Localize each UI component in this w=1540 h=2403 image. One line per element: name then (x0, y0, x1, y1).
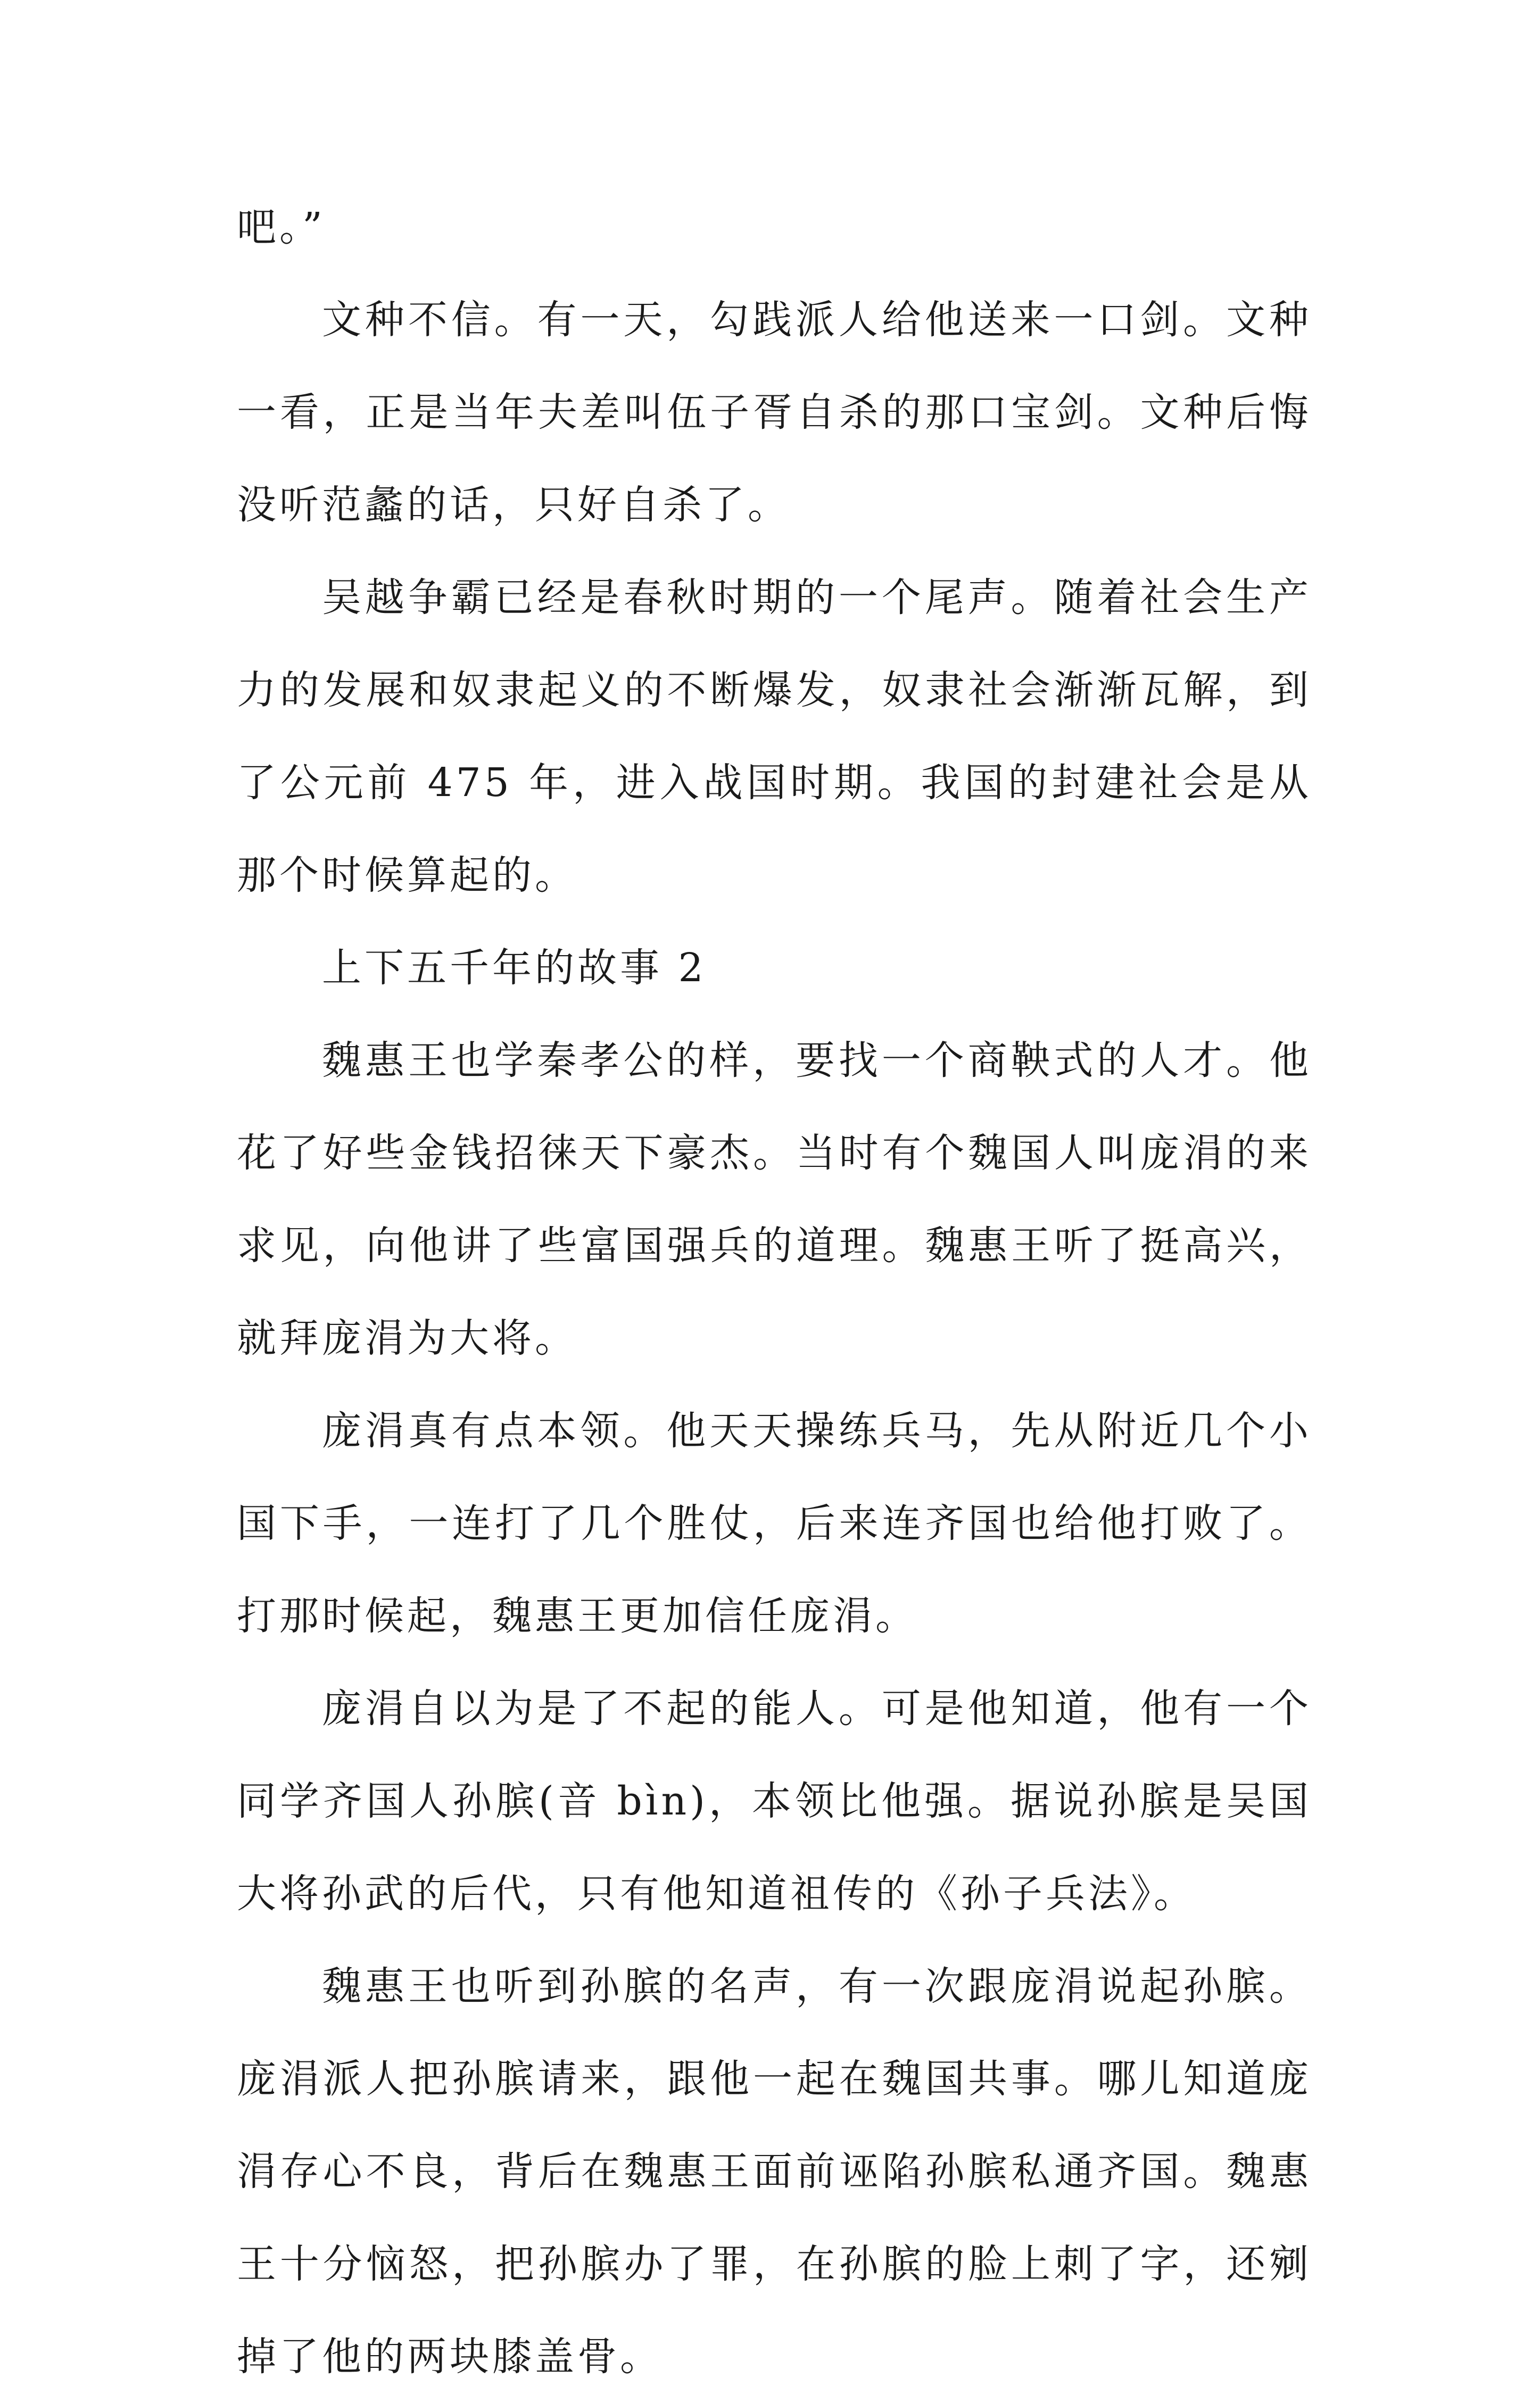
paragraph: 文种不信。有一天，勾践派人给他送来一口剑。文种一看，正是当年夫差叫伍子胥自杀的那口宝剑。文种后悔没听范蠡的话，只好自杀了。 (237, 297, 1312, 528)
paragraph-continuation: 吧。” (237, 204, 326, 250)
section-heading: 上下五千年的故事 2 (322, 945, 707, 991)
paragraph: 庞涓自以为是了不起的能人。可是他知道，他有一个同学齐国人孙膑(音 bìn)，本领比他强。据说孙膑是吴国大将孙武的后代，只有他知道祖传的《孙子兵法》。 (237, 1686, 1312, 1917)
paragraph: 庞涓真有点本领。他天天操练兵马，先从附近几个小国下手，一连打了几个胜仗，后来连齐国也给他打败了。打那时候起，魏惠王更加信任庞涓。 (237, 1408, 1312, 1639)
document-body (237, 181, 1312, 2403)
paragraph: 魏惠王也听到孙膑的名声，有一次跟庞涓说起孙膑。庞涓派人把孙膑请来，跟他一起在魏国共事。哪儿知道庞涓存心不良，背后在魏惠王面前诬陷孙膑私通齐国。魏惠王十分恼怒，把孙膑办了罪，在孙膑的脸上刺了字，还剜掉了他的两块膝盖骨。 (237, 1963, 1312, 2380)
paragraph: 吴越争霸已经是春秋时期的一个尾声。随着社会生产力的发展和奴隶起义的不断爆发，奴隶社会渐渐瓦解，到了公元前 475 年，进入战国时期。我国的封建社会是从那个时候算起的。 (237, 575, 1312, 898)
paragraph: 魏惠王也学秦孝公的样，要找一个商鞅式的人才。他花了好些金钱招徕天下豪杰。当时有个魏国人叫庞涓的来求见，向他讲了些富国强兵的道理。魏惠王听了挺高兴，就拜庞涓为大将。 (237, 1038, 1312, 1361)
